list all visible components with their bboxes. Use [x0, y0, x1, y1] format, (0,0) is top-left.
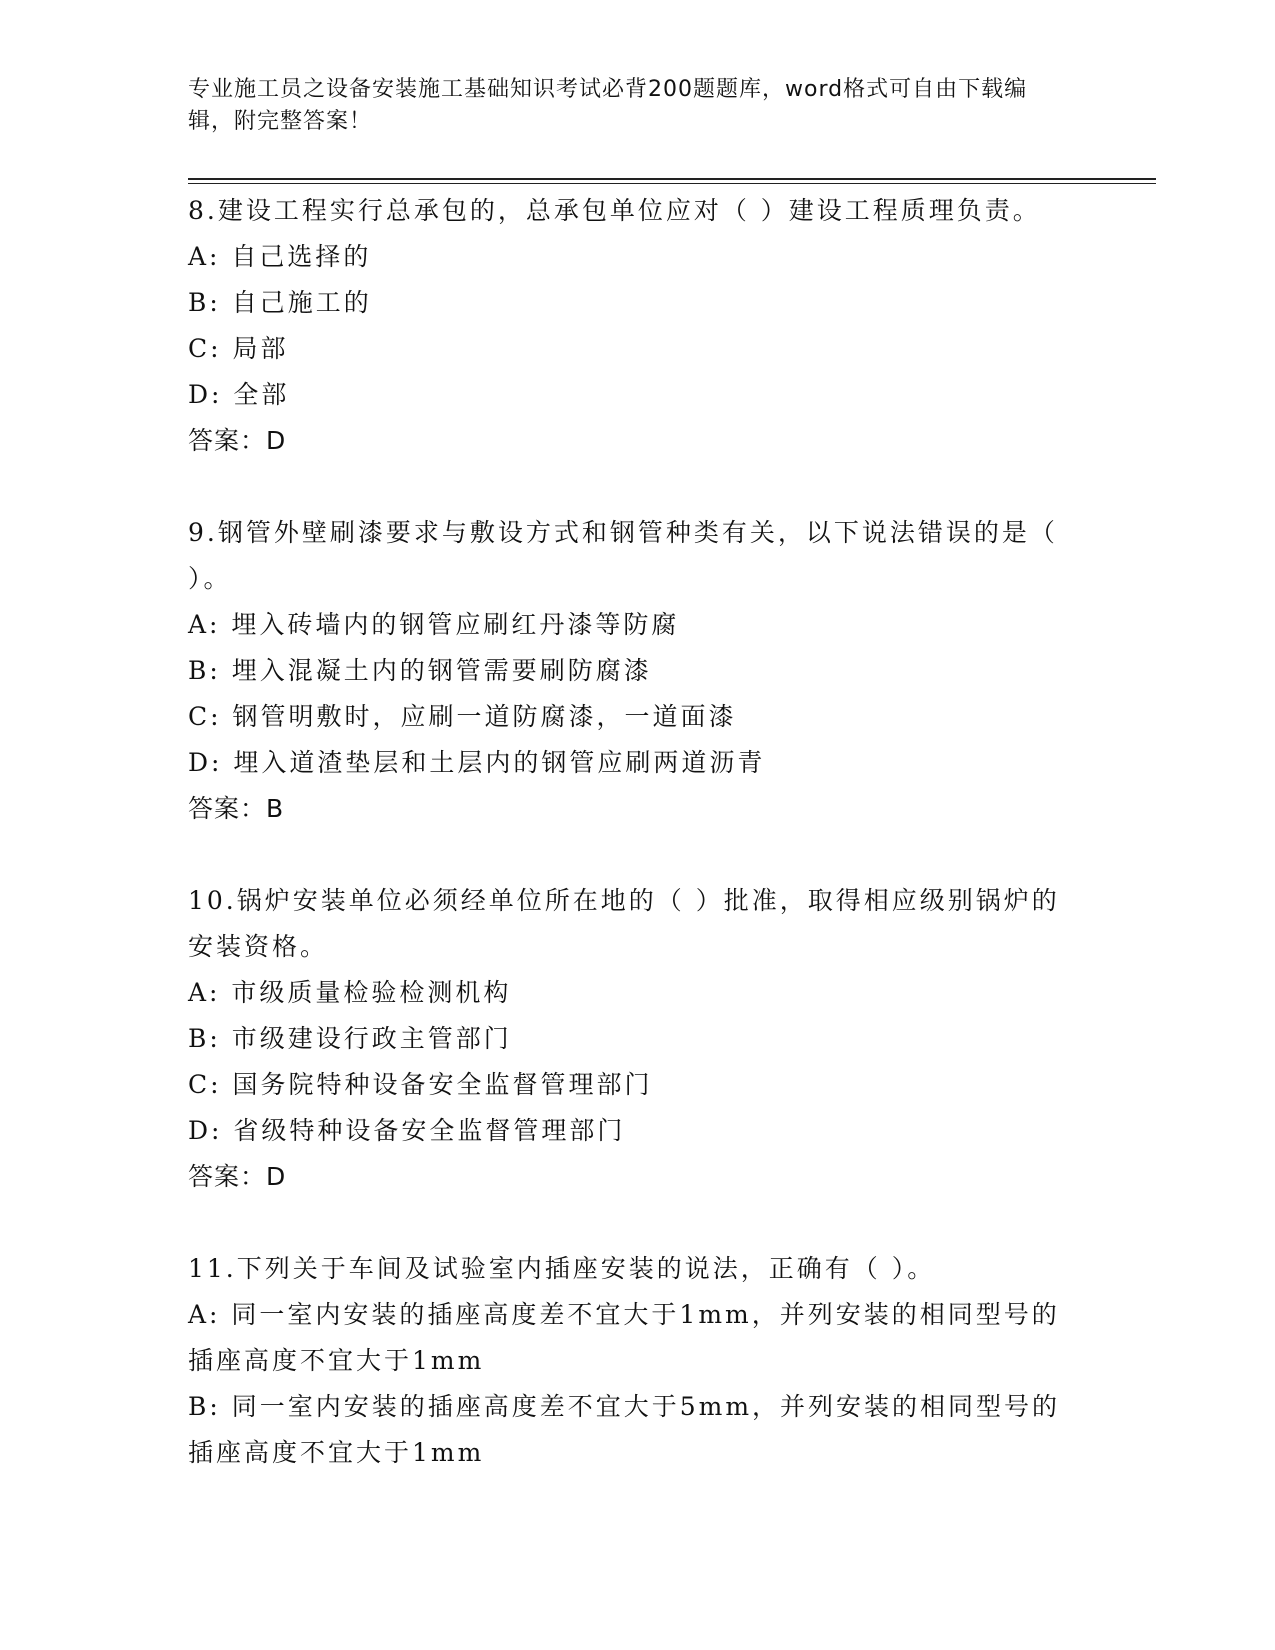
question-11: [188, 1246, 1068, 1476]
question-stem: 10.锅炉安装单位必须经单位所在地的（ ）批准，取得相应级别锅炉的安装资格。: [188, 886, 1060, 961]
option-c: C: 局部: [188, 334, 289, 363]
question-list: [188, 188, 1068, 1522]
option-b: B: 同一室内安装的插座高度差不宜大于5mm，并列安装的相同型号的插座高度不宜大于1mm: [188, 1392, 1061, 1467]
option-a: A: 埋入砖墙内的钢管应刷红丹漆等防腐: [188, 610, 680, 639]
question-8: [188, 188, 1068, 464]
question-stem: 11.下列关于车间及试验室内插座安装的说法，正确有（ ）。: [188, 1254, 936, 1283]
answer: 答案：B: [188, 794, 285, 823]
option-b: B: 自己施工的: [188, 288, 372, 317]
option-c: C: 钢管明敷时，应刷一道防腐漆，一道面漆: [188, 702, 737, 731]
question-stem: 9.钢管外壁刷漆要求与敷设方式和钢管种类有关，以下说法错误的是（ ）。: [188, 518, 1058, 593]
option-a: A: 自己选择的: [188, 242, 372, 271]
question-stem: 8.建设工程实行总承包的，总承包单位应对（ ）建设工程质理负责。: [188, 196, 1041, 225]
answer: 答案：D: [188, 426, 287, 455]
question-10: [188, 878, 1068, 1200]
option-d: D: 全部: [188, 380, 290, 409]
header-divider-thick: [188, 178, 1156, 180]
option-b: B: 市级建设行政主管部门: [188, 1024, 512, 1053]
option-b: B: 埋入混凝土内的钢管需要刷防腐漆: [188, 656, 652, 685]
document-header: 专业施工员之设备安装施工基础知识考试必背200题题库，word格式可自由下载编辑，附完整答案！: [188, 77, 1028, 134]
option-c: C: 国务院特种设备安全监督管理部门: [188, 1070, 653, 1099]
option-d: D: 埋入道渣垫层和土层内的钢管应刷两道沥青: [188, 748, 766, 777]
option-d: D: 省级特种设备安全监督管理部门: [188, 1116, 626, 1145]
question-9: [188, 510, 1068, 832]
header-divider-thin: [188, 183, 1156, 184]
answer: 答案：D: [188, 1162, 287, 1191]
option-a: A: 市级质量检验检测机构: [188, 978, 512, 1007]
option-a: A: 同一室内安装的插座高度差不宜大于1mm，并列安装的相同型号的插座高度不宜大于1mm: [188, 1300, 1060, 1375]
